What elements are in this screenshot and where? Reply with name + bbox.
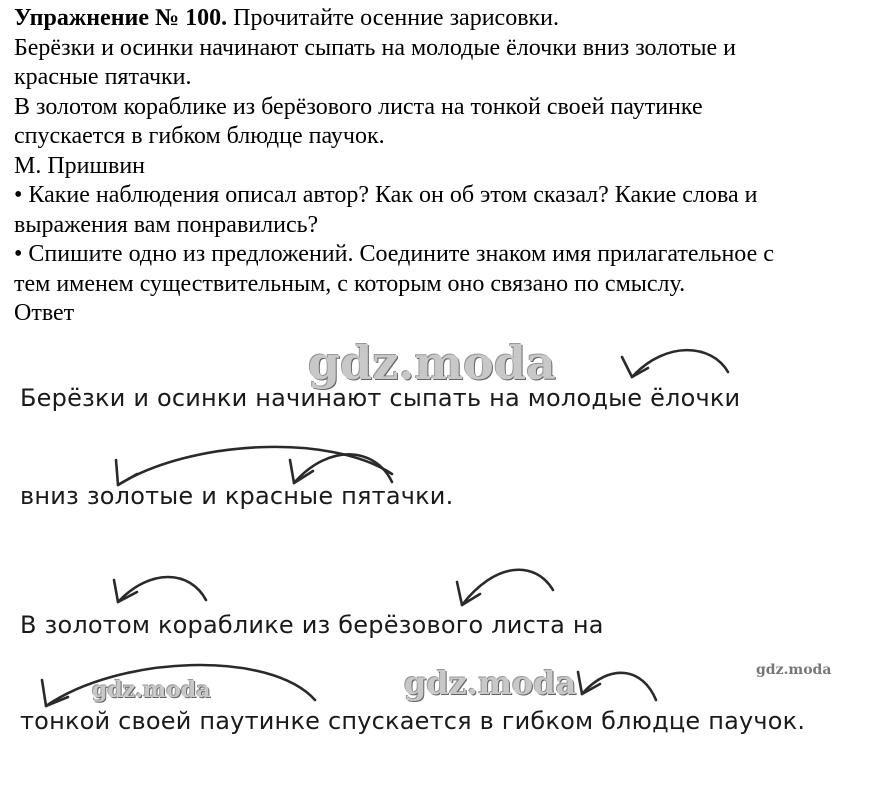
answer-line: вниз золотые и красные пятачки. — [20, 482, 454, 510]
connection-arrow — [114, 577, 206, 602]
exercise-instruction: Прочитайте осенние зарисовки. — [233, 5, 560, 31]
connection-arrow — [116, 447, 392, 485]
connection-arrow — [622, 350, 728, 377]
connection-arrow — [290, 454, 392, 483]
text-line: В золотом кораблике из берёзового листа на тонкой своей паутинке — [14, 93, 703, 120]
watermark: gdz.moda — [756, 662, 832, 678]
watermark: gdz.moda — [404, 664, 577, 702]
author-name: М. Пришвин — [14, 152, 146, 179]
exercise-title: Упражнение № 100. — [14, 5, 228, 31]
connection-arrow — [457, 570, 553, 605]
answer-line: В золотом кораблике из берёзового листа на — [20, 611, 604, 639]
watermark: gdz.moda — [308, 336, 556, 390]
text-line: Берёзки и осинки начинают сыпать на молодые ёлочки вниз золотые и — [14, 34, 737, 61]
connection-arrow — [578, 672, 656, 700]
question-line: выражения вам понравились? — [14, 211, 319, 238]
question-line: тем именем существительным, с которым оно связано по смыслу. — [14, 270, 686, 297]
answer-line: тонкой своей паутинке спускается в гибком блюдце паучок. — [20, 707, 806, 735]
answer-line: Берёзки и осинки начинают сыпать на молодые ёлочки — [20, 384, 741, 412]
question-line: • Спишите одно из предложений. Соедините знаком имя прилагательное с — [14, 241, 774, 267]
text-line: красные пятачки. — [14, 64, 192, 90]
watermark: gdz.moda — [92, 677, 211, 703]
question-line: • Какие наблюдения описал автор? Как он об этом сказал? Какие слова и — [14, 182, 758, 208]
text-line: спускается в гибком блюдце паучок. — [14, 123, 385, 149]
answer-label: Ответ — [14, 300, 75, 326]
